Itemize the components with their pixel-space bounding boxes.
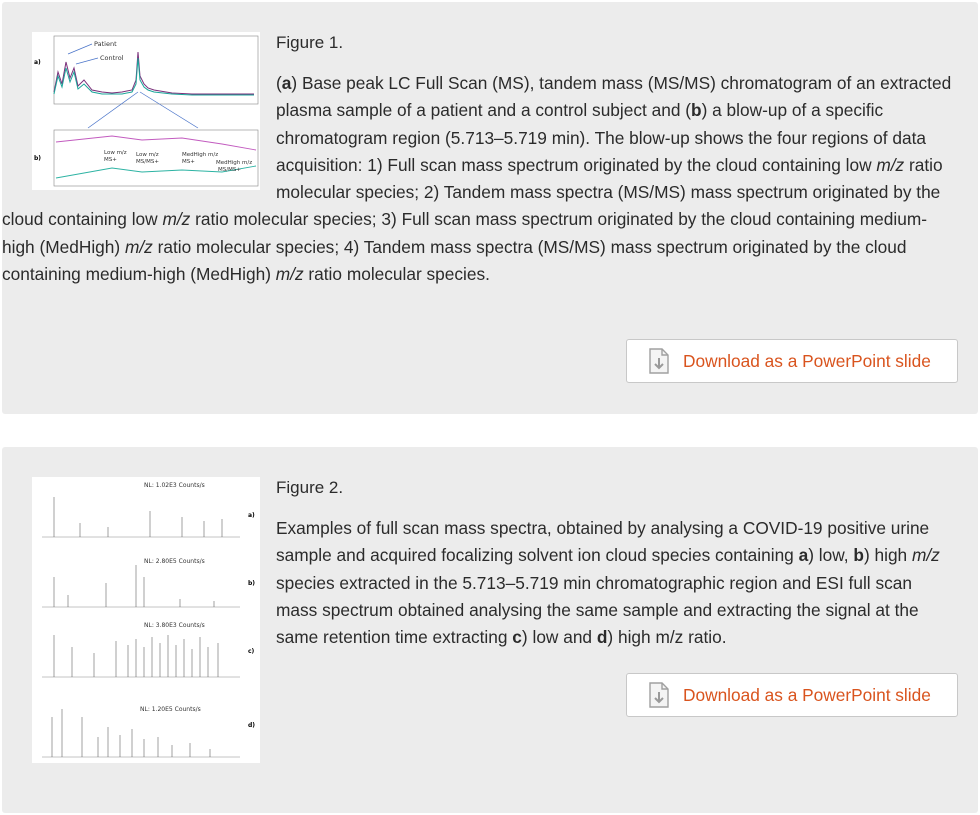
caption-run: m/z	[911, 545, 940, 566]
region-1-sub: MS+	[104, 157, 117, 163]
caption-run: (	[276, 73, 282, 93]
caption-run: species extracted in the 5.713–5.719 min chromatographic region and ESI full scan mass spectrum obtained analysing the same sample and extracting the signal at the same retention time extracting	[276, 572, 919, 648]
powerpoint-download-icon	[647, 348, 671, 374]
panel-b-label: b)	[34, 155, 42, 162]
download-powerpoint-button-1[interactable]	[626, 339, 958, 383]
control-label: Control	[100, 54, 124, 62]
caption-run: b	[853, 545, 864, 566]
spectrum-d-nl: NL: 1.20E5 Counts/s	[140, 706, 201, 713]
region-3-label: MedHigh m/z	[182, 152, 219, 158]
caption-run: ) low and	[521, 627, 597, 648]
caption-run: ratio molecular species; 4) Tandem mass spectra (MS/MS) mass spectrum originated by the cloud containing medium-high (MedHigh)	[2, 236, 907, 285]
caption-run: ratio molecular species.	[303, 264, 490, 285]
caption-run: c	[512, 627, 522, 648]
caption-run: ) low,	[808, 545, 854, 566]
caption-run: a	[281, 73, 292, 93]
spectrum-a-nl: NL: 1.02E3 Counts/s	[144, 482, 205, 489]
figure-2-spectra-image	[32, 477, 260, 763]
region-2-label: Low m/z	[136, 152, 159, 158]
powerpoint-download-icon	[647, 682, 671, 708]
figure-1-thumbnail[interactable]	[32, 32, 260, 190]
download-powerpoint-button-2[interactable]	[626, 673, 958, 717]
region-4-label: MedHigh m/z	[216, 160, 253, 166]
spectrum-b-nl: NL: 2.80E5 Counts/s	[144, 558, 205, 565]
region-2-sub: MS/MS+	[136, 159, 159, 165]
caption-run: b	[691, 100, 702, 121]
caption-run: ) Base peak LC Full Scan (MS), tandem mass (MS/MS) chromatogram of an extracted plasma sample of a patient and a control subject and (	[276, 73, 952, 121]
patient-label: Patient	[94, 40, 117, 48]
caption-run: d	[596, 627, 608, 648]
region-4-sub: MS/MS+	[218, 167, 241, 173]
caption-run: ratio molecular species; 3) Full scan mass spectrum originated by the cloud containing medium-high (MedHigh)	[2, 209, 927, 257]
figure-2-thumbnail[interactable]	[32, 477, 260, 763]
panel-a-label: a)	[34, 59, 41, 66]
region-3-sub: MS+	[182, 159, 195, 165]
caption-run: Examples of full scan mass spectra, obtained by analysing a COVID-19 positive urine sample and acquired focalizing solvent ion cloud species containing	[276, 518, 930, 566]
caption-run: ) high m/z ratio.	[607, 627, 727, 648]
caption-run: ) a blow-up of a specific chromatogram region (5.713–5.719 min). The blow-up shows the four regions of data acquisition: 1) Full scan mass spectrum originated by the cloud containing low	[276, 100, 927, 175]
caption-run: m/z	[876, 154, 905, 175]
figure-card-2	[2, 447, 978, 813]
figure-card-1	[2, 2, 978, 414]
caption-run: a	[798, 545, 809, 566]
caption-run: m/z	[124, 236, 153, 257]
caption-run: ) high	[863, 545, 912, 566]
spectrum-c-label: c)	[248, 648, 255, 655]
download-label-2: Download as a PowerPoint slide	[683, 684, 931, 705]
spectrum-b-label: b)	[248, 580, 256, 587]
spectrum-d-label: d)	[248, 722, 256, 729]
figure-2-title: Figure 2.	[276, 478, 344, 497]
caption-run: ratio molecular species; 2) Tandem mass spectra (MS/MS) mass spectrum originated by the cloud containing low	[2, 154, 943, 230]
caption-run: m/z	[162, 209, 191, 230]
figure-1-title: Figure 1.	[276, 33, 344, 52]
download-label-1: Download as a PowerPoint slide	[683, 350, 931, 371]
figure-1-chromatogram-image	[32, 32, 260, 190]
spectrum-a-label: a)	[248, 512, 255, 519]
caption-run: m/z	[275, 264, 304, 285]
spectrum-c-nl: NL: 3.80E3 Counts/s	[144, 622, 205, 629]
region-1-label: Low m/z	[104, 150, 127, 156]
